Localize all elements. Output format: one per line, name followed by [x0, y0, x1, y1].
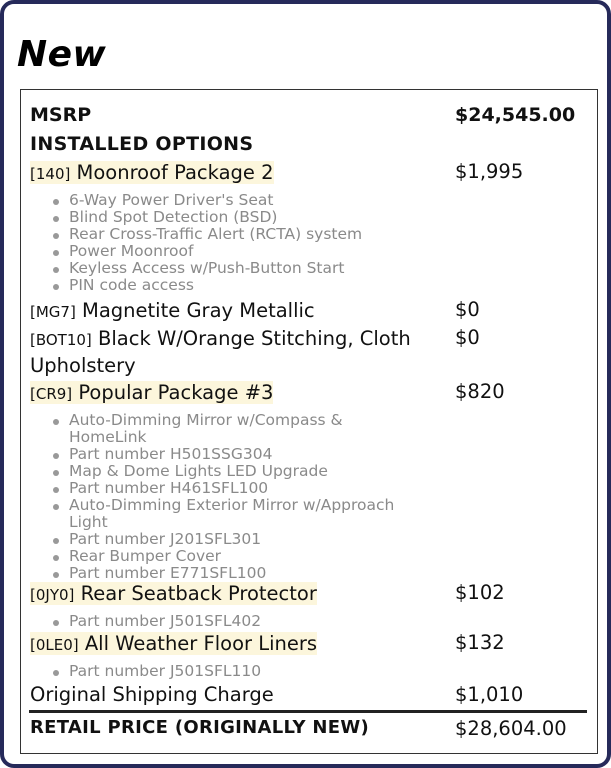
option-code: [MG7]: [30, 303, 76, 321]
option-price: $0: [455, 298, 480, 321]
retail-price: $28,604.00: [455, 717, 567, 740]
option-name: All Weather Floor Liners: [84, 632, 318, 655]
option-price: $132: [455, 631, 505, 654]
option-title: [30, 299, 315, 322]
feature-item: Part number E771SFL100: [69, 565, 394, 582]
option-price: $0: [455, 326, 480, 349]
option-name: Magnetite Gray Metallic: [82, 299, 315, 322]
feature-item: Auto-Dimming Exterior Mirror w/Approach Light: [69, 496, 395, 531]
total-divider: [29, 710, 587, 713]
feature-item: 6-Way Power Driver's Seat: [69, 192, 362, 209]
feature-item: Part number H461SFL100: [69, 480, 394, 497]
option-price: $1,995: [455, 160, 524, 183]
feature-item: Part number J501SFL402: [69, 612, 262, 630]
feature-item: Map & Dome Lights LED Upgrade: [69, 463, 394, 480]
page-title: New: [17, 34, 107, 75]
window-sticker: [20, 89, 598, 754]
feature-item: Blind Spot Detection (BSD): [69, 209, 362, 226]
feature-item: Part number H501SSG304: [69, 446, 394, 463]
feature-item: PIN code access: [69, 277, 362, 294]
option-code: [140]: [30, 165, 71, 183]
feature-item: Rear Bumper Cover: [69, 548, 394, 565]
option-feature-list: [53, 412, 394, 582]
option-name: Rear Seatback Protector: [80, 582, 317, 605]
option-title: [30, 632, 317, 655]
option-code: [CR9]: [30, 385, 73, 403]
installed-options-label: INSTALLED OPTIONS: [30, 133, 254, 155]
option-code: [BOT10]: [30, 331, 92, 349]
feature-item: Auto-Dimming Mirror w/Compass & HomeLink: [69, 412, 394, 446]
option-feature-list: [53, 192, 362, 294]
option-feature-list: [53, 663, 261, 680]
feature-item: Power Moonroof: [69, 243, 362, 260]
option-price: $102: [455, 581, 505, 604]
option-name: Black W/Orange Stitching, Cloth: [98, 327, 411, 350]
feature-item: Rear Cross-Traffic Alert (RCTA) system: [69, 225, 363, 243]
feature-item: Part number J501SFL110: [69, 662, 262, 680]
option-name-line2: Upholstery: [30, 354, 136, 377]
option-name: Popular Package #3: [78, 381, 274, 404]
msrp-label: MSRP: [30, 104, 92, 126]
msrp-price: $24,545.00: [455, 104, 576, 126]
option-title: [30, 327, 411, 377]
option-title: [30, 381, 273, 404]
option-code: [0JY0]: [30, 586, 75, 604]
shipping-price: $1,010: [455, 683, 524, 706]
retail-label: RETAIL PRICE (ORIGINALLY NEW): [30, 717, 370, 738]
option-title: [30, 161, 274, 184]
feature-item: Part number J201SFL301: [69, 531, 394, 548]
option-title: [30, 582, 317, 605]
option-price: $820: [455, 380, 505, 403]
option-feature-list: [53, 613, 261, 630]
feature-item: Keyless Access w/Push-Button Start: [69, 260, 362, 277]
shipping-label: Original Shipping Charge: [30, 683, 274, 706]
option-code: [0LE0]: [30, 636, 79, 654]
option-name: Moonroof Package 2: [76, 161, 274, 184]
